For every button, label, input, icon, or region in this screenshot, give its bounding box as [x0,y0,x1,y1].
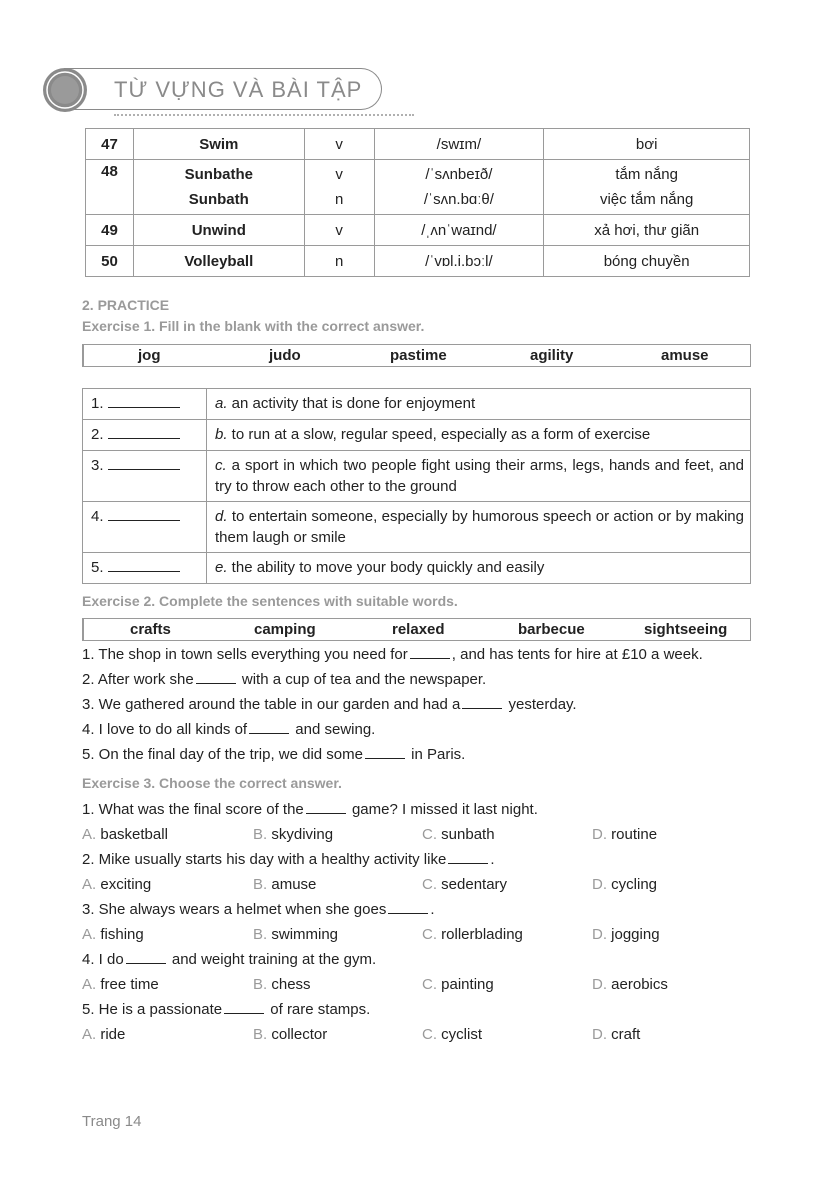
abc-badge-icon [34,66,94,114]
question-end: . [490,851,495,868]
vocab-pronunciation: /ˈsʌnbeɪð/ [425,166,493,183]
question-start: 3. She always wears a helmet when she goes [82,901,387,918]
section-title: 2. PRACTICE [82,297,170,313]
definition-text: to entertain someone, especially by humorous speech or action or by making them laugh or smile [215,508,744,546]
vocab-part-of-speech: v [335,166,343,183]
option-text: jogging [607,926,660,943]
vocab-word-cell [133,215,304,246]
item-number: 1. [91,395,104,412]
vocab-row [86,246,750,277]
option-letter: C. [422,976,437,993]
vocab-word: Sunbathe [184,166,253,183]
exercise-2-sentence [82,646,703,663]
vocab-meaning: xả hơi, thư giãn [594,221,700,239]
question-start: 2. Mike usually starts his day with a healthy activity like [82,851,447,868]
question-end: game? I missed it last night. [347,801,538,818]
question-start: 5. He is a passionate [82,1001,223,1018]
vocab-part-of-speech: v [335,221,343,239]
sentence-end: with a cup of tea and the newspaper. [237,671,487,688]
option-text: ride [96,1026,126,1043]
option-letter: B. [253,826,268,843]
vocab-part-of-speech-cell [304,246,374,277]
answer-cell [83,420,207,451]
answer-option[interactable] [253,976,311,993]
word-box-item: crafts [130,621,171,638]
definition-text: to run at a slow, regular speed, especially as a form of exercise [227,426,651,443]
definition-letter: e. [215,559,228,576]
vocab-meaning: bóng chuyền [603,252,690,270]
option-text: craft [607,1026,641,1043]
sentence-end: and sewing. [291,721,376,738]
vocab-pronunciation-cell [374,246,544,277]
vocab-row [86,129,750,160]
answer-option[interactable] [253,1026,327,1043]
sentence-start: 3. We gathered around the table in our garden and had a [82,696,461,713]
answer-option[interactable] [422,926,523,943]
vocab-word: Unwind [191,221,246,239]
question-blank[interactable] [224,1002,264,1014]
vocab-meaning: tắm nắng [615,166,678,183]
option-letter: D. [592,876,607,893]
option-letter: A. [82,826,97,843]
option-letter: D. [592,1026,607,1043]
header-title: TỪ VỰNG VÀ BÀI TẬP [114,77,363,102]
vocab-part-of-speech-cell [304,160,374,215]
item-number: 3. [91,457,104,474]
definition-cell [207,420,751,451]
answer-option[interactable] [592,826,657,843]
vocab-meaning: bơi [635,135,658,153]
option-text: sedentary [437,876,508,893]
word-box-item: pastime [390,347,447,364]
vocab-pronunciation-cell [374,215,544,246]
word-box-item: sightseeing [644,621,728,638]
vocab-meaning-cell [544,215,750,246]
vocab-pronunciation: /ˌʌnˈwaɪnd/ [421,221,497,239]
option-text: rollerblading [437,926,523,943]
option-letter: B. [253,926,268,943]
question-end: and weight training at the gym. [167,951,377,968]
question-blank[interactable] [388,902,428,914]
answer-blank[interactable] [108,426,180,439]
sentence-blank[interactable] [462,697,502,709]
answer-blank[interactable] [108,508,180,521]
option-text: basketball [96,826,168,843]
option-text: collector [267,1026,328,1043]
page-header [34,66,384,116]
definition-cell [207,502,751,553]
word-box-item: jog [138,347,161,364]
matching-row [83,420,751,451]
option-text: sunbath [437,826,495,843]
option-text: routine [607,826,658,843]
question-blank[interactable] [306,802,346,814]
definition-letter: d. [215,508,228,525]
answer-option[interactable] [592,876,657,893]
sentence-start: 5. On the final day of the trip, we did some [82,746,363,763]
exercise-3-question [82,1001,370,1018]
sentence-end: in Paris. [407,746,466,763]
sentence-blank[interactable] [365,747,405,759]
question-end: . [430,901,435,918]
exercise-2-title: Exercise 2. Complete the sentences with suitable words. [82,593,458,609]
answer-option[interactable] [82,1026,125,1043]
answer-option[interactable] [82,926,144,943]
exercise-2-sentence [82,746,465,763]
vocab-word: Volleyball [184,252,254,270]
item-number: 5. [91,559,104,576]
option-letter: A. [82,926,97,943]
answer-option[interactable] [253,826,333,843]
option-letter: A. [82,976,97,993]
matching-row [83,389,751,420]
matching-row [83,553,751,584]
option-letter: C. [422,926,437,943]
exercise-2-sentence [82,671,486,688]
page-number: Trang 14 [82,1113,142,1130]
option-text: exciting [96,876,152,893]
sentence-start: 1. The shop in town sells everything you need for [82,646,408,663]
vocab-meaning-cell [544,129,750,160]
vocab-row [86,160,750,215]
option-letter: C. [422,826,437,843]
definition-text: the ability to move your body quickly and easily [227,559,545,576]
word-box-item: amuse [661,347,709,364]
definition-text: an activity that is done for enjoyment [227,395,476,412]
exercise-3-question [82,951,376,968]
vocab-pronunciation: /swɪm/ [436,135,482,153]
definition-cell [207,389,751,420]
vocab-number: 48 [86,160,134,215]
definition-text: a sport in which two people fight using their arms, legs, hands and feet, and try to throw each other to the ground [215,457,744,495]
sentence-blank[interactable] [249,722,289,734]
question-blank[interactable] [126,952,166,964]
definition-letter: b. [215,426,228,443]
vocab-meaning-cell [544,160,750,215]
option-letter: C. [422,876,437,893]
sentence-end: yesterday. [504,696,577,713]
vocab-pronunciation: /ˈvɒl.i.bɔːl/ [425,252,493,270]
option-text: swimming [267,926,339,943]
exercise-3-question [82,901,435,918]
word-box-item: relaxed [392,621,445,638]
matching-row [83,451,751,502]
answer-cell [83,553,207,584]
option-letter: A. [82,1026,97,1043]
matching-row [83,502,751,553]
sentence-start: 4. I love to do all kinds of [82,721,248,738]
item-number: 2. [91,426,104,443]
sentence-blank[interactable] [410,647,450,659]
exercise-3-question [82,801,538,818]
vocab-word: Sunbath [188,191,249,208]
question-blank[interactable] [448,852,488,864]
option-text: cyclist [437,1026,482,1043]
option-text: amuse [267,876,317,893]
answer-option[interactable] [592,926,660,943]
vocab-part-of-speech-cell [304,129,374,160]
word-box-item: barbecue [518,621,585,638]
option-text: chess [267,976,311,993]
answer-cell [83,502,207,553]
vocab-part-of-speech: n [334,191,344,208]
option-text: free time [96,976,159,993]
option-letter: B. [253,1026,268,1043]
sentence-start: 2. After work she [82,671,194,688]
answer-cell [83,389,207,420]
vocab-part-of-speech: n [334,252,344,270]
vocab-part-of-speech: v [335,135,343,153]
vocab-table [85,128,750,277]
option-letter: D. [592,926,607,943]
exercise-1-matching-table [82,388,751,584]
answer-option[interactable] [422,1026,482,1043]
question-start: 4. I do [82,951,124,968]
exercise-2-word-box [82,618,751,641]
exercise-2-sentence [82,721,375,738]
vocab-number: 49 [86,215,134,246]
sentence-end: , and has tents for hire at £10 a week. [451,646,703,663]
vocab-word-cell [133,129,304,160]
option-letter: D. [592,826,607,843]
vocab-row [86,215,750,246]
option-letter: B. [253,976,268,993]
option-text: skydiving [267,826,334,843]
answer-option[interactable] [422,976,494,993]
item-number: 4. [91,508,104,525]
answer-blank[interactable] [108,457,180,470]
answer-option[interactable] [82,876,151,893]
option-text: cycling [607,876,658,893]
vocab-pronunciation-cell [374,160,544,215]
vocab-number: 47 [86,129,134,160]
exercise-3-title: Exercise 3. Choose the correct answer. [82,775,342,791]
word-box-item: agility [530,347,574,364]
vocab-word: Swim [199,135,239,153]
word-box-item: judo [269,347,301,364]
answer-option[interactable] [422,826,495,843]
vocab-meaning: việc tắm nắng [599,191,694,208]
vocab-word-cell [133,160,304,215]
sentence-blank[interactable] [196,672,236,684]
answer-option[interactable] [422,876,507,893]
exercise-2-sentence [82,696,577,713]
vocab-meaning-cell [544,246,750,277]
definition-cell [207,553,751,584]
option-letter: C. [422,1026,437,1043]
exercise-1-word-box [82,344,751,367]
definition-letter: c. [215,457,227,474]
option-letter: B. [253,876,268,893]
definition-letter: a. [215,395,228,412]
answer-option[interactable] [253,926,338,943]
option-letter: A. [82,876,97,893]
option-text: fishing [96,926,144,943]
vocab-pronunciation-cell [374,129,544,160]
header-divider [114,114,414,116]
vocab-pronunciation: /ˈsʌn.bɑːθ/ [423,191,494,208]
vocab-part-of-speech-cell [304,215,374,246]
answer-cell [83,451,207,502]
question-start: 1. What was the final score of the [82,801,304,818]
vocab-word-cell [133,246,304,277]
answer-blank[interactable] [108,395,180,408]
vocab-number: 50 [86,246,134,277]
exercise-3-question [82,851,495,868]
option-text: aerobics [607,976,668,993]
question-end: of rare stamps. [266,1001,371,1018]
word-box-item: camping [254,621,316,638]
answer-option[interactable] [82,826,168,843]
option-letter: D. [592,976,607,993]
exercise-1-title: Exercise 1. Fill in the blank with the correct answer. [82,318,425,334]
definition-cell [207,451,751,502]
answer-option[interactable] [592,976,668,993]
answer-option[interactable] [253,876,316,893]
option-text: painting [437,976,494,993]
answer-blank[interactable] [108,559,180,572]
answer-option[interactable] [592,1026,640,1043]
answer-option[interactable] [82,976,159,993]
